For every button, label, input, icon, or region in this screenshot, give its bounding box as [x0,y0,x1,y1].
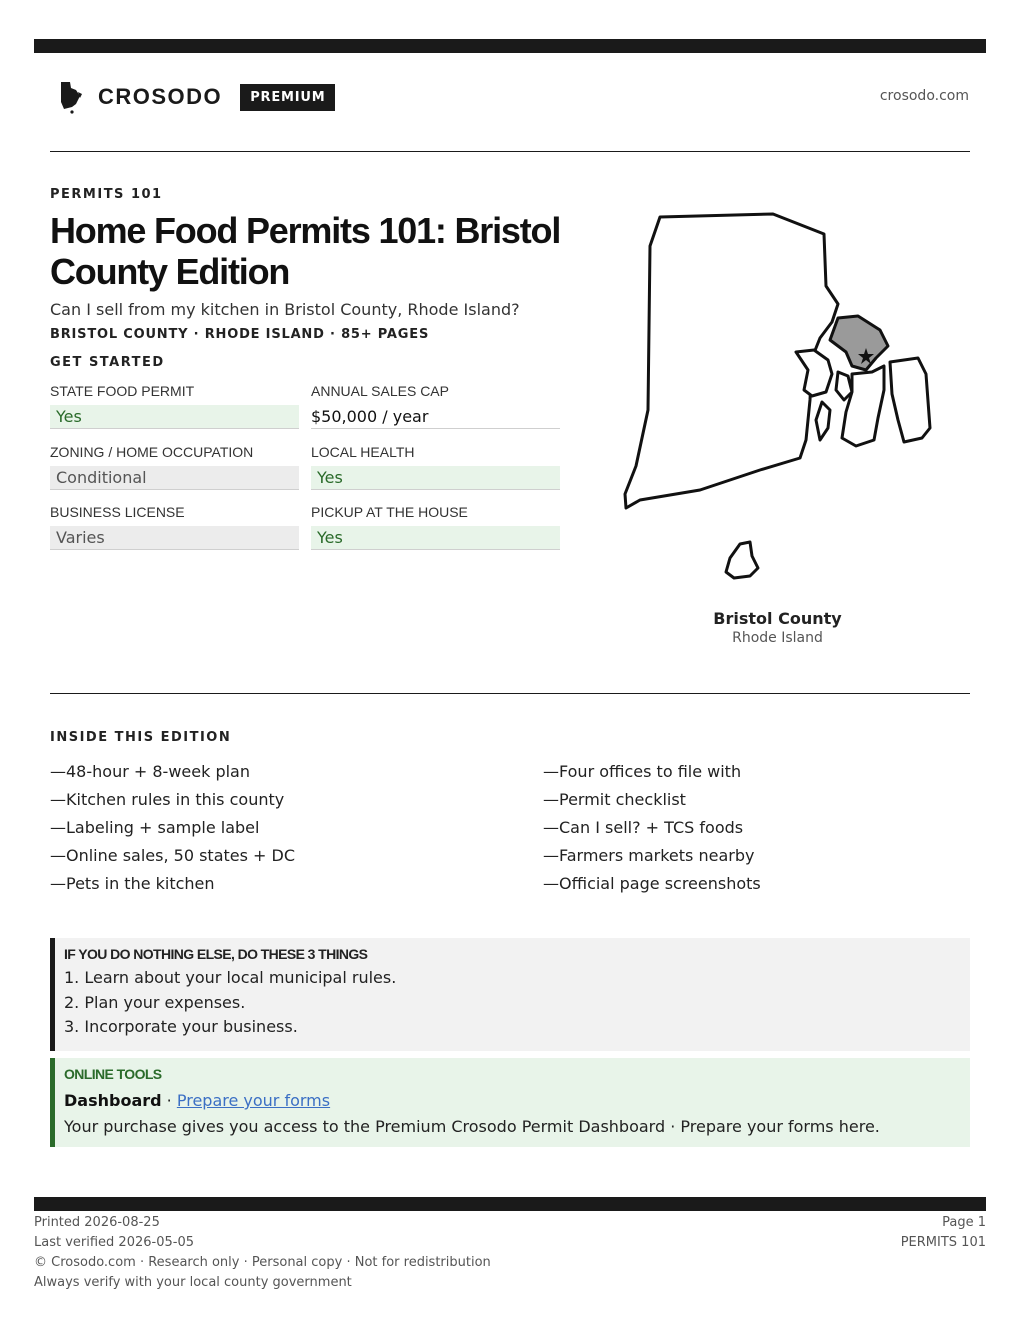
disclaimer: Always verify with your local county government [34,1275,352,1290]
brand-name: CROSODO [98,84,223,109]
callout-item: 1. Learn about your local municipal rules. [64,968,397,987]
field-value: Yes [311,526,560,550]
toc-item: —48-hour + 8-week plan [50,762,250,781]
footer-right [901,1213,986,1253]
rhode-island-logo-icon [58,80,86,114]
page-subtitle: Can I sell from my kitchen in Bristol County, Rhode Island? [50,300,520,319]
county-shape [830,316,888,370]
field-pickup [311,504,560,550]
east-shore-shape [890,358,930,442]
prepare-forms-link[interactable]: Prepare your forms [176,1091,331,1110]
field-value: Yes [311,466,560,490]
top-bar [34,39,986,53]
tools-heading: ONLINE TOOLS [64,1066,162,1082]
tools-links-line [64,1088,970,1114]
get-started-heading: GET STARTED [50,355,165,370]
toc-item: —Official page screenshots [543,874,761,893]
field-value: $50,000 / year [311,405,560,429]
callout-heading: IF YOU DO NOTHING ELSE, DO THESE 3 THINGS [64,946,368,962]
page-number: Page 1 [942,1215,986,1230]
block-island-shape [726,542,758,578]
page-title: Home Food Permits 101: Bristol County Edition [50,210,561,292]
toc-item: —Permit checklist [543,790,686,809]
tools-description: Your purchase gives you access to the Premium Crosodo Permit Dashboard · Prepare your forms here. [64,1117,880,1136]
state-map [618,206,938,586]
section-divider [50,693,970,694]
toc-item: —Pets in the kitchen [50,874,215,893]
inside-heading: INSIDE THIS EDITION [50,730,232,745]
toc-item: —Online sales, 50 states + DC [50,846,296,865]
field-zoning [50,444,299,490]
tools-separator: · [161,1091,177,1110]
toc-item: —Four offices to file with [543,762,742,781]
toc-left [50,758,470,898]
verified-date: Last verified 2026-05-05 [34,1235,194,1250]
toc-item: —Labeling + sample label [50,818,260,837]
printed-date: Printed 2026-08-25 [34,1215,160,1230]
header-divider [50,151,970,152]
field-state-food-permit [50,383,299,429]
field-annual-sales-cap [311,383,560,429]
toc-item: —Farmers markets nearby [543,846,755,865]
site-link[interactable]: crosodo.com [879,88,969,104]
field-value: Conditional [50,466,299,490]
field-business-license [50,504,299,550]
field-label: ZONING / HOME OCCUPATION [50,444,254,460]
dashboard-label: Dashboard [64,1091,162,1110]
map-county-label: Bristol County [713,609,842,628]
field-local-health [311,444,560,490]
section-kicker: PERMITS 101 [50,187,163,202]
premium-badge: PREMIUM [240,84,335,111]
brand[interactable] [58,80,335,114]
bottom-bar [34,1197,986,1211]
field-label: PICKUP AT THE HOUSE [311,504,468,520]
toc-item: —Can I sell? + TCS foods [543,818,744,837]
toc-item: —Kitchen rules in this county [50,790,285,809]
online-tools-callout [50,1058,970,1147]
footer-section: PERMITS 101 [900,1235,986,1250]
edition-meta: BRISTOL COUNTY · RHODE ISLAND · 85+ PAGES [50,327,430,342]
footer-left [34,1213,491,1293]
field-label: ANNUAL SALES CAP [311,383,449,399]
field-label: BUSINESS LICENSE [50,504,185,520]
field-label: LOCAL HEALTH [311,444,415,460]
copyright: © Crosodo.com · Research only · Personal copy · Not for redistribution [34,1255,491,1270]
field-label: STATE FOOD PERMIT [50,383,195,399]
map-state-label: Rhode Island [732,630,823,646]
callout-item: 3. Incorporate your business. [64,1017,298,1036]
three-things-callout [50,938,970,1051]
callout-item: 2. Plan your expenses. [64,992,246,1012]
field-value: Yes [50,405,299,429]
field-value: Varies [50,526,299,550]
toc-right [543,758,963,898]
